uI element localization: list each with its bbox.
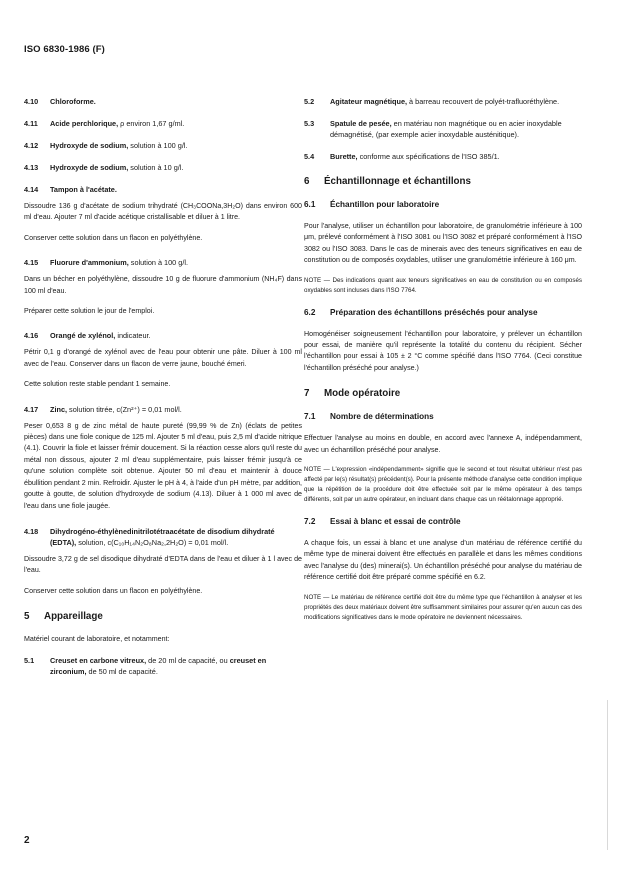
item-5-4 [304, 151, 582, 162]
item-title: Hydroxyde de sodium, [50, 163, 129, 172]
subsection-title: Nombre de déterminations [330, 412, 434, 422]
document-id-header: ISO 6830-1986 (F) [24, 44, 105, 55]
item-text: solution à 10 g/l. [128, 163, 184, 172]
paragraph: Conserver cette solution dans un flacon en polyéthylène. [24, 233, 203, 242]
paragraph: Préparer cette solution le jour de l'emploi. [24, 307, 155, 316]
subsection-6-2-heading [304, 307, 582, 319]
section-title: Mode opératoire [324, 388, 401, 400]
subsection-7-2-heading [304, 516, 582, 528]
item-text: solution à 100 g/l. [128, 141, 188, 150]
note: NOTE — L'expression «indépendamment» signifie que le second et tout résultat ultérieur n'est pas affecté par le(s) résultat(s) précédent(s). Pour la présente méthode d'analyse cette condition implique que la répétition de la procédure doit être effectuée soit par le même opérateur à des temps différents, soit par un autre opérateur, en incluant dans chaque cas un réétalonnage approprié. [304, 466, 582, 504]
left-column [24, 96, 302, 688]
item-title: Orangé de xylénol, [50, 331, 116, 341]
item-4-14 [24, 184, 302, 195]
paragraph: Pour l'analyse, utiliser un échantillon pour laboratoire, de granulométrie inférieure à 100 μm, prélevé conformément à l'ISO 3081 ou l'ISO 3082 et préparé conformément à l'ISO 3082 ou l'ISO 3083. Dans le cas de minerais avec des teneurs significatives en eau de constitution ou de composés oxydables, utiliser une granulométrie inférieure à 160 μm. [304, 222, 582, 265]
note: NOTE — Le matériau de référence certifié doit être du même type que l'échantillon à analyser et les propriétés des deux matériaux doivent être suffisamment similaires pour assurer qu'en aucun cas des modifications significatives dans le mode opératoire ne deviennent nécessaires. [304, 593, 582, 621]
paragraph: A chaque fois, un essai à blanc et une analyse d'un matériau de référence certifié du même type de minerai doivent être effectués en parallèle et dans les mêmes conditions avec l'analyse du (des) minerai(s). Un échantillon préséché pour analyse du matériau de référence certifié doit être préparé comme spécifié en 6.2. [304, 539, 582, 582]
item-number: 4.13 [24, 163, 39, 172]
item-number: 4.11 [24, 119, 38, 128]
subsection-title: Échantillon pour laboratoire [330, 200, 440, 209]
item-5-1 [24, 655, 302, 677]
item-number: 5.1 [24, 655, 35, 665]
item-number: 4.10 [24, 97, 39, 106]
item-text: indicateur. [115, 331, 151, 341]
section-5-heading [24, 611, 302, 622]
item-title: Chloroforme. [50, 97, 96, 106]
section-7-heading [304, 388, 582, 399]
item-title: Burette, [330, 152, 358, 161]
subsection-number: 7.2 [304, 517, 316, 527]
right-column [304, 96, 582, 634]
item-4-11 [24, 118, 302, 129]
subsection-number: 7.1 [304, 412, 316, 422]
item-title: Acide perchlorique, [50, 119, 119, 128]
section-title: Appareillage [44, 611, 103, 623]
item-title: Dihydrogéno-éthylènedinitrilotétraacétate de disodium dihydraté (EDTA), [50, 526, 275, 547]
item-text: en matériau non magnétique ou en acier inoxydable démagnétisé, (par exemple acier inoxydable austénitique). [330, 119, 562, 139]
item-5-2 [304, 96, 582, 107]
item-text: solution titrée, c(Zn²⁺) = 0,01 mol/l. [67, 404, 182, 414]
item-number: 4.15 [24, 258, 39, 268]
item-title: Creuset en carbone vitreux, [50, 655, 147, 665]
item-4-15 [24, 257, 302, 268]
paragraph: Pétrir 0,1 g d'orangé de xylénol avec de l'eau pour obtenir une pâte. Diluer à 100 ml avec de l'eau. Conserver dans un flacon de verre jaune, bouché émeri. [24, 348, 302, 368]
paragraph: Dans un bécher en polyéthylène, dissoudre 10 g de fluorure d'ammonium (NH₄F) dans 100 ml d'eau. [24, 275, 302, 295]
item-title: Spatule de pesée, [330, 119, 392, 128]
item-number: 4.16 [24, 331, 39, 341]
item-text: solution à 100 g/l. [128, 258, 188, 268]
paragraph: Conserver cette solution dans un flacon en polyéthylène. [24, 586, 203, 595]
item-title: Agitateur magnétique, [330, 97, 408, 106]
item-number: 4.18 [24, 526, 39, 536]
subsection-7-1-heading [304, 411, 582, 423]
item-number: 5.4 [304, 152, 315, 161]
paragraph: Peser 0,653 8 g de zinc métal de haute pureté (99,99 % de Zn) (éclats de petites pièces) dans une fiole conique de 125 ml. Ajouter 5 ml d'eau, puis 2,5 ml d'acide nitrique (4.1). Couvrir la fiole et laisser frémir doucement. Si la réaction cesse alors qu'il reste du métal non dissous, ajouter 2 ml d'eau supplémentaire, puis laisser frémir jusqu'à ce qu'une solution complète soit obtenue. Ajouter 50 ml d'eau et maintenir à douce ébullition pendant 2 min. Refroidir. Ajuster le pH à 4, à l'aide d'un pH mètre, par addition, goutte à goutte, de solution d'hydroxyde de sodium (4.13). Diluer à 1 000 ml avec de l'eau dans une fiole jaugée. [24, 421, 302, 510]
item-title: Fluorure d'ammonium, [50, 258, 129, 268]
item-text: de 20 ml de capacité, ou [146, 655, 230, 665]
section-6-heading [304, 176, 582, 187]
item-number: 5.2 [304, 97, 315, 106]
item-number: 5.3 [304, 119, 315, 128]
note: NOTE — Des indications quant aux teneurs significatives en eau de constitution ou en composés oxydables sont incluses dans l'ISO 7764. [304, 276, 582, 294]
paragraph: Dissoudre 3,72 g de sel disodique dihydraté d'EDTA dans de l'eau et diluer à 1 l avec de l'eau. [24, 554, 302, 575]
paragraph: Cette solution reste stable pendant 1 semaine. [24, 380, 171, 389]
section-number: 6 [304, 176, 310, 187]
paragraph: Homogénéiser soigneusement l'échantillon pour laboratoire, y prélever un échantillon pour essai, de manière qu'il représente la totalité du contenu du récipient. Sécher l'échantillon pour essai à 105 ± 2 °C comme spécifié dans l'ISO 7764. (Ceci constitue l'échantillon préséché pour analyse.) [304, 329, 582, 372]
subsection-title: Préparation des échantillons préséchés pour analyse [330, 307, 538, 317]
item-4-10 [24, 96, 302, 107]
item-text: de 50 ml de capacité. [86, 666, 158, 676]
item-4-12 [24, 140, 302, 151]
item-text: solution, c(C₁₀H₁₄N₂O₈Na₂,2H₂O) = 0,01 mol/l. [76, 537, 229, 547]
section-number: 5 [24, 611, 30, 623]
paragraph: Dissoudre 136 g d'acétate de sodium trihydraté (CH₃COONa,3H₂O) dans environ 600 ml d'eau. Ajouter 7 ml d'acide acétique cristallisable et diluer à 1 litre. [24, 202, 302, 222]
item-5-3 [304, 118, 582, 140]
scan-margin-line [607, 700, 608, 850]
item-4-18 [24, 526, 302, 548]
item-title: Hydroxyde de sodium, [50, 141, 129, 150]
section-title: Échantillonnage et échantillons [324, 176, 471, 187]
subsection-number: 6.1 [304, 200, 316, 209]
subsection-title: Essai à blanc et essai de contrôle [330, 517, 461, 527]
item-number: 4.12 [24, 141, 39, 150]
subsection-number: 6.2 [304, 307, 316, 317]
paragraph: Matériel courant de laboratoire, et notamment: [24, 635, 170, 644]
item-number: 4.14 [24, 185, 39, 194]
item-title: Zinc, [50, 404, 68, 414]
item-number: 4.17 [24, 404, 39, 414]
page-number: 2 [24, 835, 30, 846]
subsection-6-1-heading [304, 199, 582, 211]
section-number: 7 [304, 388, 310, 400]
paragraph: Effectuer l'analyse au moins en double, en accord avec l'annexe A, indépendamment, avec un échantillon préséché pour analyse. [304, 434, 582, 454]
item-4-16 [24, 330, 302, 341]
item-4-17 [24, 404, 302, 415]
item-4-13 [24, 162, 302, 173]
item-text: conforme aux spécifications de l'ISO 385/1. [357, 152, 500, 161]
item-text: à barreau recouvert de polyét-trafluoréthylène. [407, 97, 560, 106]
item-title: Tampon à l'acétate. [50, 185, 117, 194]
item-title-secondary: creuset en zirconium, [50, 655, 267, 676]
item-text: ρ environ 1,67 g/ml. [118, 119, 185, 128]
